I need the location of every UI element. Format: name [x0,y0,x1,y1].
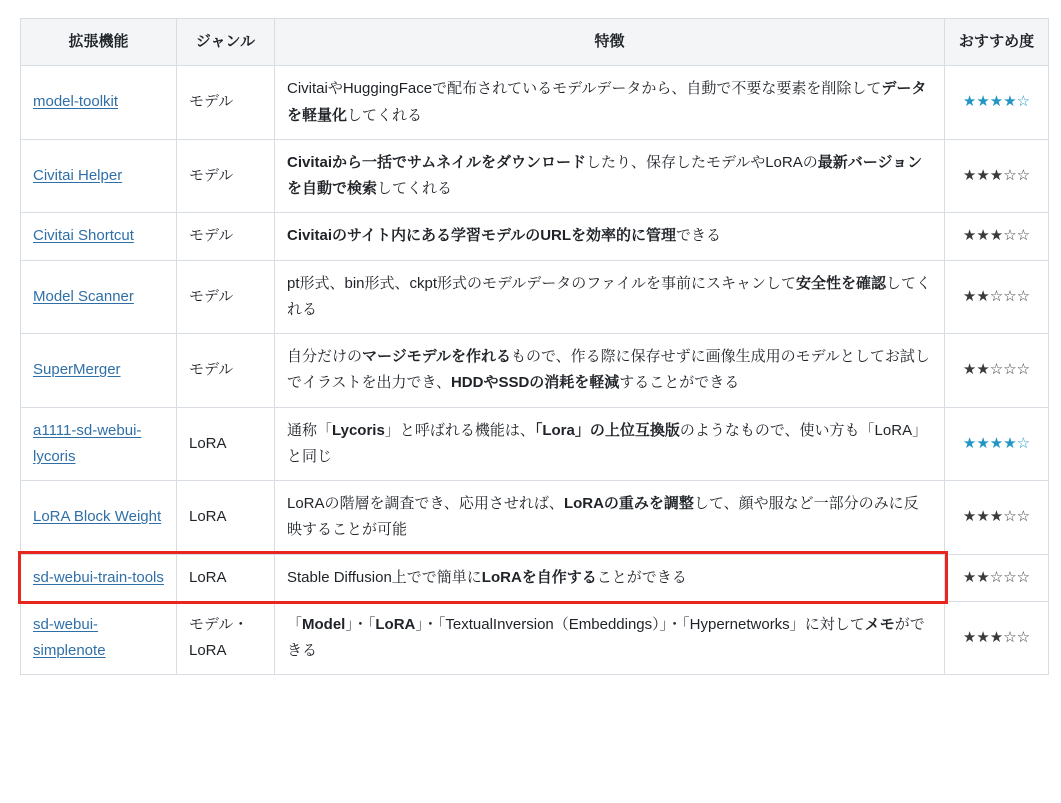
extension-link[interactable]: Civitai Helper [33,166,123,184]
extension-link[interactable]: Model Scanner [33,287,134,305]
column-header-feature: 特徴 [275,19,945,66]
table-row [21,554,1049,601]
rating-stars: ★★★☆☆ [945,601,1049,675]
rating-stars: ★★☆☆☆ [945,334,1049,408]
genre-cell: モデル [177,260,275,334]
rating-stars: ★★☆☆☆ [945,554,1049,601]
extension-name-cell [21,407,177,481]
genre-cell: モデル [177,66,275,140]
column-header-genre: ジャンル [177,19,275,66]
genre-cell: LoRA [177,554,275,601]
genre-cell: LoRA [177,481,275,555]
extension-link[interactable]: Civitai Shortcut [33,227,134,245]
feature-cell: 通称「Lycoris」と呼ばれる機能は、「Lora」の上位互換版のようなもので、使い方も「LoRA」と同じ [275,407,945,481]
genre-cell: LoRA [177,407,275,481]
rating-stars: ★★★★☆ [945,407,1049,481]
rating-stars: ★★☆☆☆ [945,260,1049,334]
feature-cell: 「Model」・「LoRA」・「TextualInversion（Embeddings）」・「Hypernetworks」に対してメモができる [275,601,945,675]
extension-link[interactable]: LoRA Block Weight [33,508,162,526]
extension-name-cell [21,66,177,140]
feature-cell: Civitaiから一括でサムネイルをダウンロードしたり、保存したモデルやLoRAの最新バージョンを自動で検索してくれる [275,139,945,213]
table-row [21,260,1049,334]
extension-link[interactable]: model-toolkit [33,93,119,111]
feature-cell: CivitaiやHuggingFaceで配布されているモデルデータから、自動で不要な要素を削除してデータを軽量化してくれる [275,66,945,140]
feature-cell: Civitaiのサイト内にある学習モデルのURLを効率的に管理できる [275,213,945,260]
feature-cell: 自分だけのマージモデルを作れるもので、作る際に保存せずに画像生成用のモデルとしてお試しでイラストを出力でき、HDDやSSDの消耗を軽減することができる [275,334,945,408]
extension-name-cell [21,260,177,334]
extension-name-cell [21,601,177,675]
genre-cell: モデル [177,139,275,213]
rating-stars: ★★★☆☆ [945,213,1049,260]
table-row [21,139,1049,213]
rating-stars: ★★★★☆ [945,66,1049,140]
extension-link[interactable]: sd-webui-simplenote [33,615,106,659]
table-row [21,66,1049,140]
extension-link[interactable]: sd-webui-train-tools [33,568,164,586]
table-row [21,334,1049,408]
extension-link[interactable]: SuperMerger [33,361,121,379]
feature-cell: pt形式、bin形式、ckpt形式のモデルデータのファイルを事前にスキャンして安全性を確認してくれる [275,260,945,334]
table-header [21,19,1049,66]
table-row [21,601,1049,675]
genre-cell: モデル [177,334,275,408]
feature-cell: LoRAの階層を調査でき、応用させれば、LoRAの重みを調整して、顔や服など一部分のみに反映することが可能 [275,481,945,555]
table-row [21,213,1049,260]
table-body [21,66,1049,675]
extension-name-cell [21,554,177,601]
table-row [21,481,1049,555]
column-header-recommendation: おすすめ度 [945,19,1049,66]
extension-name-cell [21,139,177,213]
header-row [21,19,1049,66]
feature-cell: Stable Diffusion上でで簡単にLoRAを自作することができる [275,554,945,601]
rating-stars: ★★★☆☆ [945,481,1049,555]
extensions-table [20,18,1049,675]
genre-cell: モデル・LoRA [177,601,275,675]
extension-name-cell [21,481,177,555]
rating-stars: ★★★☆☆ [945,139,1049,213]
genre-cell: モデル [177,213,275,260]
table-row [21,407,1049,481]
extension-link[interactable]: a1111-sd-webui-lycoris [33,421,142,465]
column-header-extension: 拡張機能 [21,19,177,66]
extension-name-cell [21,334,177,408]
extension-name-cell [21,213,177,260]
